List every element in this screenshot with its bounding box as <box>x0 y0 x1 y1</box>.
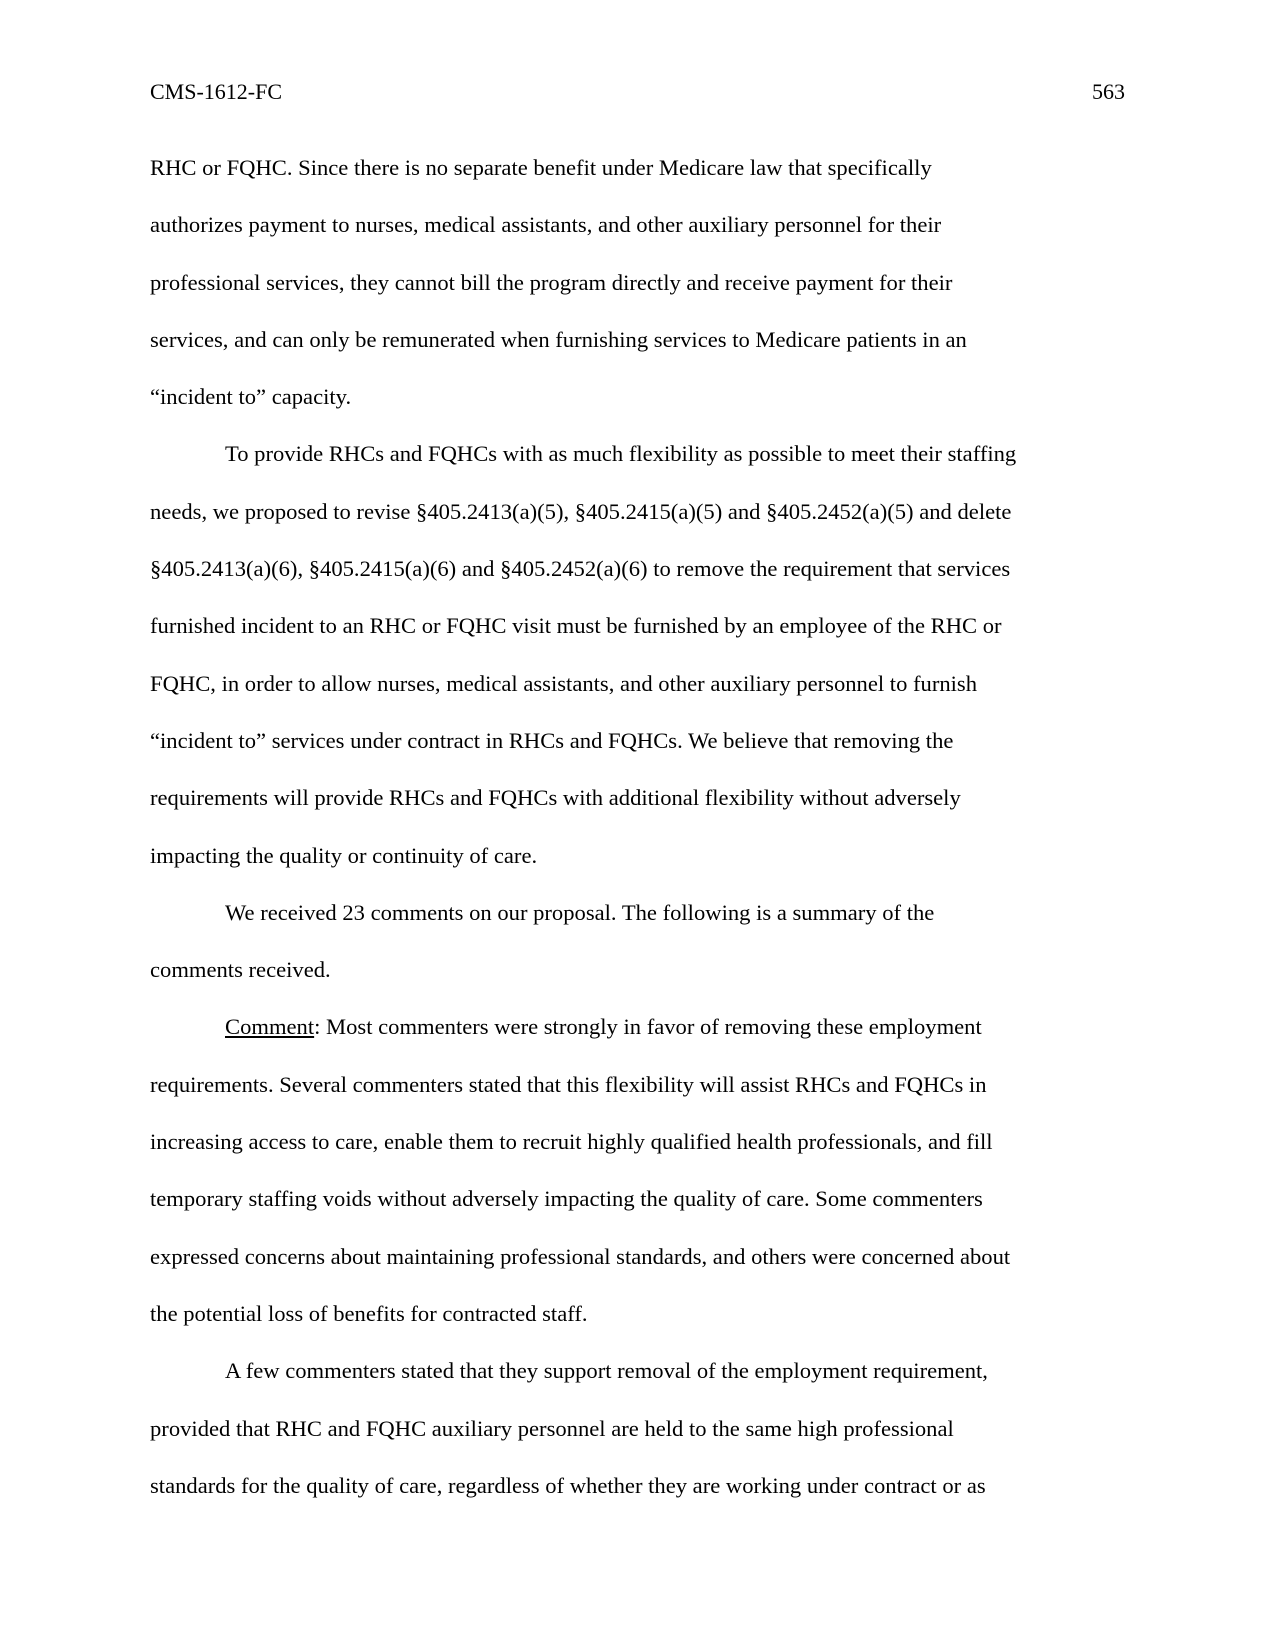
text-line: expressed concerns about maintaining professional standards, and others were concerned about <box>150 1243 1011 1269</box>
text-line: authorizes payment to nurses, medical assistants, and other auxiliary personnel for their <box>150 212 942 238</box>
text-line: provided that RHC and FQHC auxiliary personnel are held to the same high professional <box>150 1415 954 1441</box>
comment-label: Comment <box>225 1014 315 1040</box>
comment-first-line-text: : Most commenters were strongly in favor of removing these employment <box>314 1014 982 1040</box>
text-line: We received 23 comments on our proposal. The following is a summary of the <box>225 899 935 925</box>
paragraph-continuation <box>150 139 1125 425</box>
page-number: 563 <box>1092 79 1125 104</box>
text-line: the potential loss of benefits for contracted staff. <box>150 1300 588 1326</box>
text-line: comments received. <box>150 957 331 983</box>
text-line <box>150 998 1125 1055</box>
page-header <box>150 72 1125 112</box>
text-line: §405.2413(a)(6), §405.2415(a)(6) and §405.2452(a)(6) to remove the requirement that services <box>150 556 1011 582</box>
text-line: To provide RHCs and FQHCs with as much flexibility as possible to meet their staffing <box>225 441 1017 467</box>
paragraph-proposal <box>150 425 1125 883</box>
text-line: “incident to” services under contract in RHCs and FQHCs. We believe that removing the <box>150 727 954 753</box>
text-line: FQHC, in order to allow nurses, medical assistants, and other auxiliary personnel to furnish <box>150 670 978 696</box>
text-line: RHC or FQHC. Since there is no separate benefit under Medicare law that specifically <box>150 155 932 180</box>
text-line: requirements will provide RHCs and FQHCs with additional flexibility without adversely <box>150 785 961 811</box>
text-line: requirements. Several commenters stated that this flexibility will assist RHCs and FQHCs in <box>150 1071 987 1097</box>
text-line: increasing access to care, enable them to recruit highly qualified health professionals, and fill <box>150 1129 993 1155</box>
text-line: furnished incident to an RHC or FQHC visit must be furnished by an employee of the RHC or <box>150 613 1002 639</box>
text-line: needs, we proposed to revise §405.2413(a)(5), §405.2415(a)(5) and §405.2452(a)(5) and delete <box>150 498 1012 524</box>
document-id: CMS-1612-FC <box>150 79 283 104</box>
text-line: professional services, they cannot bill the program directly and receive payment for their <box>150 269 953 295</box>
text-line: standards for the quality of care, regardless of whether they are working under contract or as <box>150 1472 986 1498</box>
body-text <box>150 139 1125 1514</box>
paragraph-support-removal <box>150 1342 1125 1514</box>
paragraph-comment <box>150 998 1125 1342</box>
text-line: temporary staffing voids without adversely impacting the quality of care. Some commenters <box>150 1186 983 1212</box>
text-line: “incident to” capacity. <box>150 384 352 410</box>
text-line: A few commenters stated that they support removal of the employment requirement, <box>225 1358 988 1384</box>
text-line: services, and can only be remunerated when furnishing services to Medicare patients in an <box>150 326 967 352</box>
paragraph-comments-received <box>150 884 1125 999</box>
text-line: impacting the quality or continuity of care. <box>150 842 538 868</box>
